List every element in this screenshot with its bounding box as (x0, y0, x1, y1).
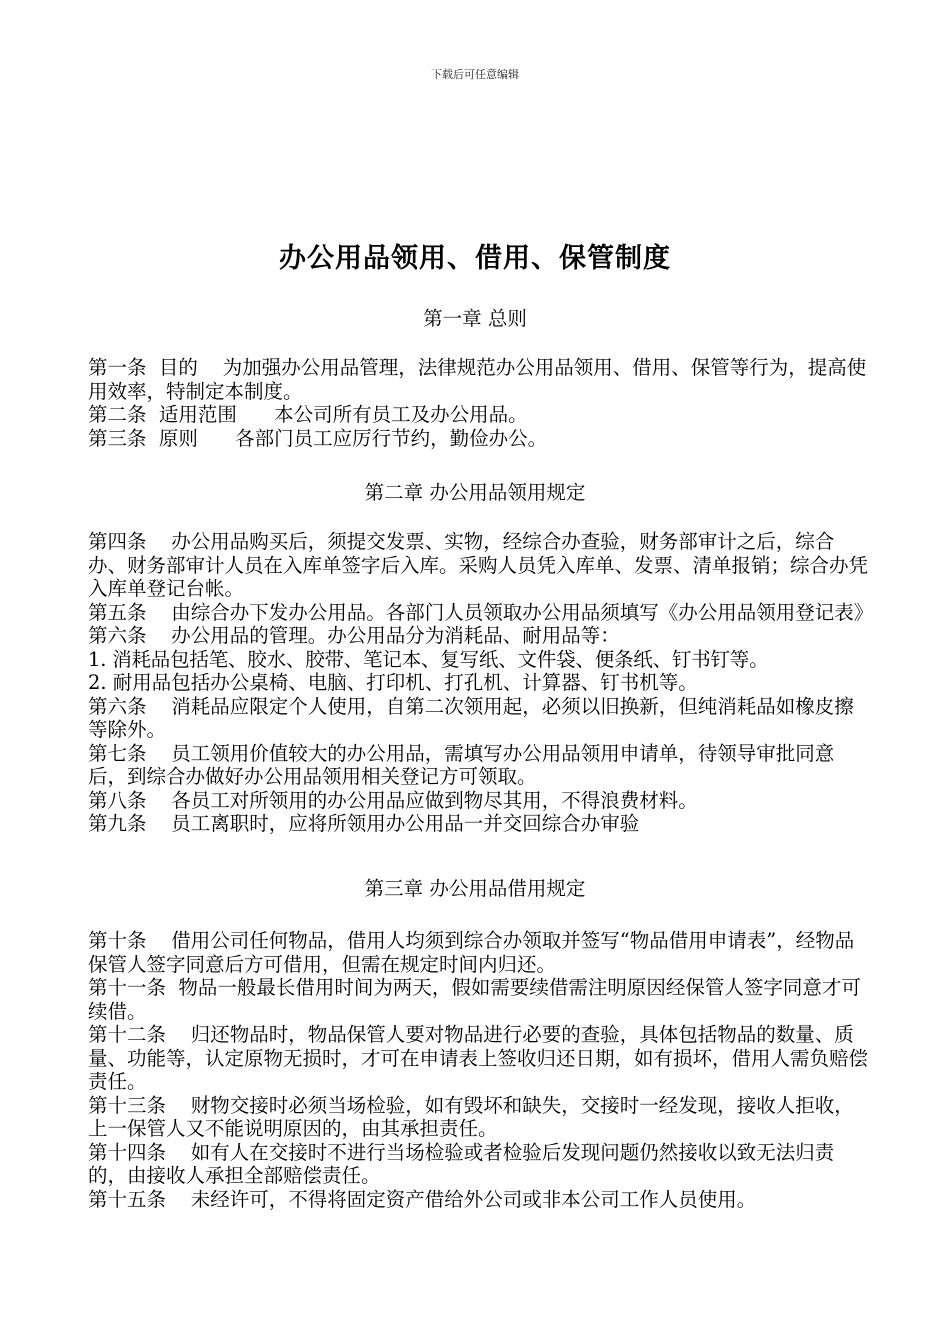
document-title: 办公用品领用、借用、保管制度 (279, 243, 671, 274)
article-3: 第三条 原则 各部门员工应厉行节约，勤俭办公。 (88, 426, 548, 450)
chapter-1-heading: 第一章 总则 (423, 307, 527, 330)
article-4: 第四条 办公用品购买后，须提交发票、实物，经综合办查验，财务部审计之后，综合办、财务部审计人员在入库单签字后入库。采购人员凭入库单、发票、清单报销；综合办凭入库单登记台帐。 (88, 530, 869, 600)
article-1: 第一条 目的 为加强办公用品管理，法律规范办公用品领用、借用、保管等行为，提高使用效率，特制定本制度。 (88, 356, 867, 403)
article-14: 第十四条 如有人在交接时不进行当场检验或者检验后发现问题仍然接收以致无法归责的，由接收人承担全部赔偿责任。 (88, 1140, 835, 1187)
article-12: 第十二条 归还物品时，物品保管人要对物品进行必要的查验，具体包括物品的数量、质量、功能等，认定原物无损时，才可在申请表上签收归还日期，如有损坏，借用人需负赔偿责任。 (88, 1023, 869, 1093)
chapter-1-body (88, 356, 870, 450)
article-15: 第十五条 未经许可，不得将固定资产借给外公司或非本公司工作人员使用。 (88, 1187, 757, 1211)
article-13: 第十三条 财物交接时必须当场检验，如有毁坏和缺失，交接时一经发现，接收人拒收，上一保管人又不能说明原因的，由其承担责任。 (88, 1093, 854, 1140)
chapter-2-body (88, 530, 874, 836)
article-6b: 第六条 消耗品应限定个人使用，自第二次领用起，必须以旧换新，但纯消耗品如橡皮擦等除外。 (88, 694, 854, 741)
article-6-item-1: 1. 消耗品包括笔、胶水、胶带、笔记本、复写纸、文件袋、便条纸、钉书钉等。 (88, 647, 769, 671)
chapter-3-body (88, 929, 870, 1211)
chapter-2-heading: 第二章 办公用品领用规定 (364, 481, 586, 504)
article-6: 第六条 办公用品的管理。办公用品分为消耗品、耐用品等： (88, 624, 620, 647)
article-2: 第二条 适用范围 本公司所有员工及办公用品。 (88, 403, 528, 426)
article-6-item-2: 2. 耐用品包括办公桌椅、电脑、打印机、打孔机、计算器、钉书机等。 (88, 671, 698, 694)
article-9: 第九条 员工离职时，应将所领用办公用品一并交回综合办审验 (88, 812, 640, 835)
header-note: 下载后可任意编辑 (431, 68, 519, 81)
article-11: 第十一条 物品一般最长借用时间为两天，假如需要续借需注明原因经保管人签字同意才可续借。 (88, 976, 861, 1023)
article-5: 第五条 由综合办下发办公用品。各部门人员领取办公用品须填写《办公用品领用登记表》 (88, 600, 874, 624)
article-7: 第七条 员工领用价值较大的办公用品，需填写办公用品领用申请单，待领导审批同意后，到综合办做好办公用品领用相关登记方可领取。 (88, 741, 835, 788)
article-8: 第八条 各员工对所领用的办公用品应做到物尽其用，不得浪费材料。 (88, 788, 698, 812)
chapter-3-heading: 第三章 办公用品借用规定 (364, 877, 586, 900)
article-10: 第十条 借用公司任何物品，借用人均须到综合办领取并签写“物品借用申请表”，经物品保管人签字同意后方可借用，但需在规定时间内归还。 (88, 929, 855, 976)
